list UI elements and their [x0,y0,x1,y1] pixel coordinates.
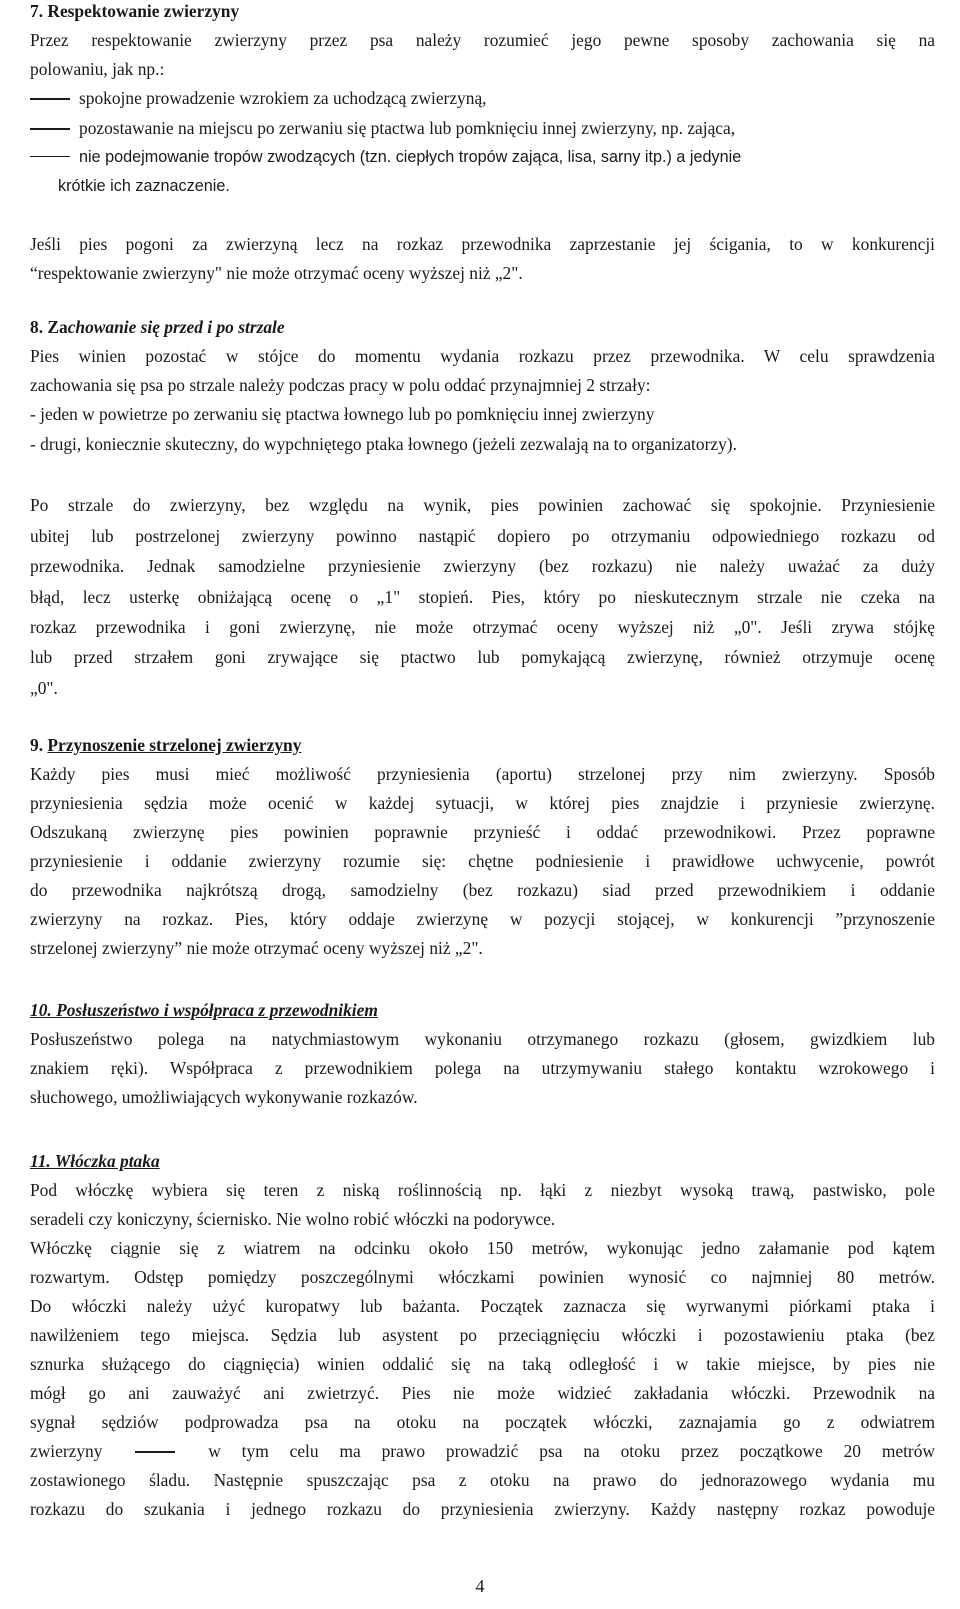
section-8-line: zachowania się psa po strzale należy podczas pracy w polu oddać przynajmniej 2 strzały: [30,375,651,395]
section-11-line: Do włóczki należy użyć kuropatwy lub bażanta. Początek zaznacza się wyrwanymi piórkami ptaka i [30,1296,935,1316]
section-11-line: mógł go ani zauważyć ani zwietrzyć. Pies nie może widzieć zakładania włóczki. Przewodnik na [30,1383,935,1403]
section-7-line: “respektowanie zwierzyny" nie może otrzymać oceny wyższej niż „2". [30,263,523,283]
section-9-line: Odszukaną zwierzynę pies powinien poprawnie przynieść i oddać przewodnikowi. Przez poprawne [30,822,935,842]
em-dash-bullet [30,156,70,158]
section-9-line: Każdy pies musi mieć możliwość przyniesienia (aportu) strzelonej przy nim zwierzyny. Sposób [30,764,935,784]
list-item: nie podejmowanie tropów zwodzących (tzn. ciepłych tropów zająca, lisa, sarny itp.) a jedynie [30,143,741,171]
section-10-heading: 10. Posłuszeństwo i współpraca z przewodnikiem [30,1000,378,1020]
section-10-line: Posłuszeństwo polega na natychmiastowym wykonaniu otrzymanego rozkazu (głosem, gwizdkiem lub [30,1029,935,1049]
section-9-line: przyniesienia sędzia może ocenić w każdej sytuacji, w której pies znajdzie i przyniesie zwierzynę. [30,793,935,813]
page-number: 4 [475,1576,485,1596]
section-11-line: sznurka służącego do ciągnięcia) winien oddalić się na taką odległość i w takie miejsce, by pies nie [30,1354,935,1374]
section-11-line: seradeli czy koniczyny, ściernisko. Nie wolno robić włóczki na podorywce. [30,1209,556,1229]
section-8-line: - drugi, koniecznie skuteczny, do wypchniętego ptaka łownego (jeżeli zezwalają na to organizatorzy). [30,434,737,454]
section-11-line: zostawionego śladu. Następnie spuszczając psa z otoku na prawo do jednorazowego wydania mu [30,1470,935,1490]
section-7-line: Jeśli pies pogoni za zwierzyną lecz na rozkaz przewodnika zaprzestanie jej ścigania, to w konkurencji [30,234,935,254]
section-11-heading: 11. Włóczka ptaka [30,1151,160,1171]
list-item: pozostawanie na miejscu po zerwaniu się ptactwa lub pomknięciu innej zwierzyny, np. zająca, [30,114,735,142]
section-9-line: do przewodnika najkrótszą drogą, samodzielny (bez rozkazu) siad przed przewodnikiem i oddanie [30,880,935,900]
section-11-line: nawilżeniem tego miejsca. Sędzia lub asystent po przeciągnięciu włóczki i pozostawieniu ptaka (bez [30,1325,935,1345]
em-dash [135,1451,175,1453]
section-10-line: znakiem ręki). Współpraca z przewodnikiem polega na utrzymywaniu stałego kontaktu wzrokowego i [30,1058,935,1078]
section-8-line: ubitej lub postrzelonej zwierzyny powinno nastąpić dopiero po otrzymaniu odpowiedniego rozkazu od [30,526,935,546]
em-dash-bullet [30,128,70,130]
section-8-line: błąd, lecz usterkę obniżającą ocenę o „1" stopień. Pies, który po nieskutecznym strzale nie czeka na [30,587,935,607]
section-8-line: Po strzale do zwierzyny, bez względu na wynik, pies powinien zachować się spokojnie. Przyniesienie [30,495,935,515]
section-11-line: rozwartym. Odstęp pomiędzy poszczególnymi włóczkami powinien wynosić co najmniej 80 metrów. [30,1267,935,1287]
section-9-line: strzelonej zwierzyny” nie może otrzymać oceny wyższej niż „2". [30,938,483,958]
section-11-line: sygnał sędziów podprowadza psa na otoku na początek włóczki, zaznajamia go z odwiatrem [30,1412,935,1432]
section-11-line: Pod włóczkę wybiera się teren z niską roślinnością np. łąki z niezbyt wysoką trawą, pastwisko, pole [30,1180,935,1200]
list-item-continuation: krótkie ich zaznaczenie. [58,177,230,195]
section-8-heading: 8. Zachowanie się przed i po strzale [30,317,285,337]
section-7-line: Przez respektowanie zwierzyny przez psa należy rozumieć jego pewne sposoby zachowania się na [30,30,935,50]
section-8-line: Pies winien pozostać w stójce do momentu wydania rozkazu przez przewodnika. W celu sprawdzenia [30,346,935,366]
list-item: spokojne prowadzenie wzrokiem za uchodzącą zwierzyną, [30,84,487,112]
section-7-heading: 7. Respektowanie zwierzyny [30,1,240,21]
section-9-line: przyniesienie i oddanie zwierzyny rozumie się: chętne podniesienie i prawidłowe uchwycenie, powrót [30,851,935,871]
section-8-line: lub przed strzałem goni zrywające się ptactwo lub pomykającą zwierzynę, również otrzymuje ocenę [30,647,935,667]
section-9-line: zwierzyny na rozkaz. Pies, który oddaje zwierzynę w pozycji stojącej, w konkurencji ”przynoszenie [30,909,935,929]
em-dash-bullet [30,98,70,100]
section-8-line: - jeden w powietrze po zerwaniu się ptactwa łownego lub po pomknięciu innej zwierzyny [30,404,655,424]
section-10-line: słuchowego, umożliwiających wykonywanie rozkazów. [30,1087,418,1107]
section-11-line: Włóczkę ciągnie się z wiatrem na odcinku około 150 metrów, wykonując jedno załamanie pod kątem [30,1238,935,1258]
section-11-line: rozkazu do szukania i jednego rozkazu do przyniesienia zwierzyny. Każdy następny rozkaz powoduje [30,1499,935,1519]
section-7-line: polowaniu, jak np.: [30,59,165,79]
section-9-heading: 9. Przynoszenie strzelonej zwierzyny [30,735,302,755]
section-8-line: przewodnika. Jednak samodzielne przyniesienie zwierzyny (bez rozkazu) nie należy uważać za duży [30,556,935,576]
section-11-line: zwierzyny w tym celu ma prawo prowadzić psa na otoku przez początkowe 20 metrów [30,1441,935,1461]
section-8-line: rozkaz przewodnika i goni zwierzynę, nie może otrzymać oceny wyższej niż „0". Jeśli zrywa stójkę [30,617,935,637]
section-8-line: „0". [30,678,58,698]
